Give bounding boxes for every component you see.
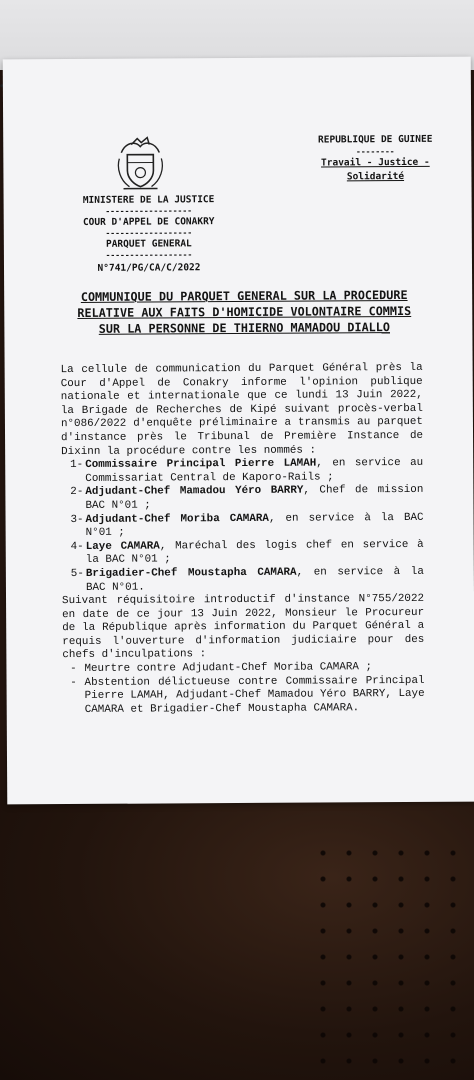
charges-list bbox=[62, 661, 424, 718]
national-motto: Travail - Justice - Solidarité bbox=[320, 156, 430, 183]
list-item bbox=[61, 484, 423, 513]
separator: ------------------ bbox=[105, 228, 193, 238]
person-detail: , en service à la BAC N°01 ; bbox=[85, 511, 424, 540]
communique-title: COMMUNIQUE DU PARQUET GENERAL SUR LA PROCEDURE RELATIVE AUX FAITS D'HOMICIDE VOLONTAIRE COMMIS SUR LA PERSONNE DE THIERNO MAMADOU DIALLO bbox=[77, 287, 412, 336]
followup-paragraph: Suivant réquisitoire introductif d'instance N°755/2022 en date de ce jour 13 Juin 2022, Monsieur le Procureur de la République après information du Parquet Général a requis l'ouverture d'information judiciaire pour des chefs d'inculpations : bbox=[62, 592, 425, 662]
charge-text: Abstention délictueuse contre Commissaire Principal Pierre LAMAH, Adjudant-Chef Mamadou Yéro BARRY, Laye CAMARA et Brigadier-Chef Moustapha CAMARA. bbox=[84, 674, 425, 716]
separator: ------------------ bbox=[105, 250, 193, 260]
list-item bbox=[62, 511, 424, 540]
communique-body bbox=[61, 362, 425, 718]
item-number: 1- bbox=[70, 459, 84, 472]
court-name: COUR D'APPEL DE CONAKRY bbox=[82, 216, 215, 228]
guinea-coat-of-arms-icon bbox=[111, 134, 169, 192]
list-item bbox=[62, 539, 424, 568]
fabric-pattern bbox=[310, 840, 474, 1080]
accused-list bbox=[61, 457, 424, 595]
list-item bbox=[63, 675, 425, 718]
person-detail: , en service à la BAC N°01. bbox=[85, 565, 424, 594]
person-detail: , en service au Commissariat Central de Kaporo-Rails ; bbox=[85, 457, 424, 485]
republic-name: REPUBLIQUE DE GUINEE bbox=[317, 133, 433, 146]
office-name: PARQUET GENERAL bbox=[105, 238, 192, 250]
republic-header bbox=[295, 133, 455, 185]
person-detail: , Chef de mission BAC N°01 ; bbox=[85, 484, 424, 512]
person-name: Adjudant-Chef Moriba CAMARA bbox=[85, 512, 269, 526]
item-number: 4- bbox=[70, 540, 84, 553]
person-name: Laye CAMARA bbox=[85, 540, 160, 553]
list-item bbox=[62, 566, 424, 595]
person-name: Commissaire Principal Pierre LAMAH bbox=[85, 457, 317, 472]
issuer-header bbox=[64, 193, 234, 275]
document-page bbox=[3, 57, 474, 805]
bullet-marker: - bbox=[70, 676, 77, 689]
ministry-name: MINISTERE DE LA JUSTICE bbox=[82, 194, 215, 206]
list-item bbox=[61, 457, 423, 486]
item-number: 3- bbox=[70, 513, 84, 526]
person-name: Adjudant-Chef Mamadou Yéro BARRY bbox=[85, 484, 304, 499]
bullet-marker: - bbox=[70, 663, 77, 676]
reference-number: N°741/PG/CA/C/2022 bbox=[97, 262, 201, 274]
person-name: Brigadier-Chef Moustapha CAMARA bbox=[85, 566, 297, 580]
item-number: 5- bbox=[70, 567, 84, 580]
charge-text: Meurtre contre Adjudant-Chef Moriba CAMARA ; bbox=[84, 661, 373, 676]
intro-paragraph: La cellule de communication du Parquet Général près la Cour d'Appel de Conakry informe l'opinion publique nationale et internationale que ce lundi 13 Juin 2022, la Brigade de Recherches de Kipé suivant procès-verbal n°086/2022 d'enquête préliminaire a transmis au parquet d'instance près le Tribunal de Première Instance de Dixinn la procédure contre les nommés : bbox=[60, 361, 424, 458]
separator: -------- bbox=[356, 147, 395, 157]
item-number: 2- bbox=[70, 486, 84, 499]
separator: ------------------ bbox=[105, 206, 193, 216]
person-detail: , Maréchal des logis chef en service à la BAC N°01 ; bbox=[85, 538, 424, 567]
